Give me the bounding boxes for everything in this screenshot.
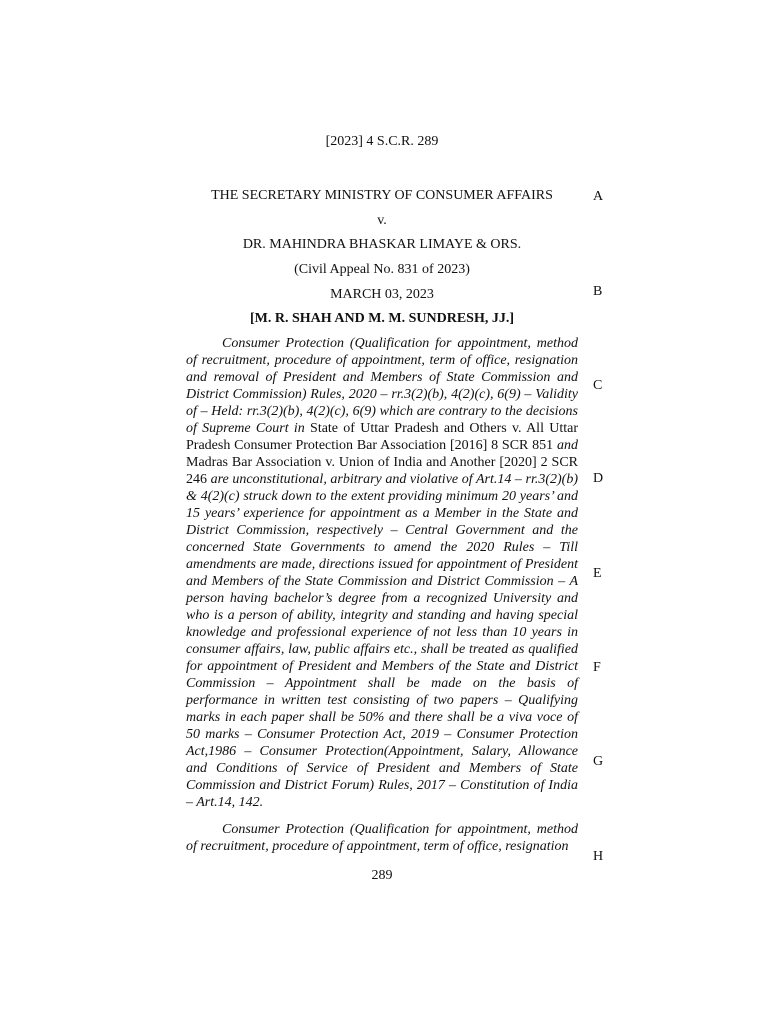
- appellant-name: THE SECRETARY MINISTRY OF CONSUMER AFFAIRS: [211, 188, 553, 203]
- appeal-number: (Civil Appeal No. 831 of 2023): [294, 262, 470, 277]
- margin-marker-d: D: [593, 471, 604, 486]
- second-headnote-paragraph: [186, 821, 578, 855]
- margin-marker-g: G: [593, 754, 604, 769]
- versus-label: v.: [377, 213, 387, 228]
- margin-marker-c: C: [593, 378, 603, 393]
- margin-marker-b: B: [593, 284, 603, 299]
- case-citation-2: Madras Bar Association v. Union of India and Another [2020] 2 SCR 246: [186, 455, 578, 487]
- bench-line: [M. R. SHAH AND M. M. SUNDRESH, JJ.]: [249, 311, 515, 326]
- second-headnote-text: Consumer Protection (Qualification for appointment, method of recruitment, procedure of appointment, term of office, resignation: [186, 822, 578, 854]
- headnote-text-1: Consumer Protection (Qualification for appointment, method of recruitment, procedure of appointment, term of office, resignation and removal of President and Members of State Commission and District Commission) Rules, 2020 – rr.3(2)(b), 4(2)(c), 6(9) – Validity of – Held: rr.3(2)(b), 4(2)(c), 6(9) which are contrary to the decisions of Supreme Court in: [186, 336, 578, 436]
- citation-header: [2023] 4 S.C.R. 289: [325, 134, 439, 149]
- margin-marker-f: F: [593, 660, 601, 675]
- and-word: and: [557, 438, 578, 453]
- margin-marker-e: E: [593, 566, 602, 581]
- judgment-date: MARCH 03, 2023: [330, 287, 434, 302]
- margin-marker-a: A: [593, 189, 604, 204]
- page-number: 289: [371, 868, 393, 883]
- respondent-name: DR. MAHINDRA BHASKAR LIMAYE & ORS.: [242, 237, 522, 252]
- case-citation-1: State of Uttar Pradesh and Others v. All Uttar Pradesh Consumer Protection Bar Association [2016] 8 SCR 851: [186, 421, 578, 453]
- headnote-text-2: are unconstitutional, arbitrary and violative of Art.14 – rr.3(2)(b) & 4(2)(c) struck down to the extent providing minimum 20 years’ and 15 years’ experience for appointment as a Member in the State and District Commission, respectively – Central Government and the concerned State Governments to amend the 2020 Rules – Till amendments are made, directions issued for appointment of President and Members of the State Commission and District Commission – A person having bachelor’s degree from a recognized University and who is a person of ability, integrity and standing and having special knowledge and professional experience of not less than 10 years in consumer affairs, law, public affairs etc., shall be treated as qualified for appointment of President and Members of the State and District Commission – Appointment shall be made on the basis of performance in written test consisting of two papers – Qualifying marks in each paper shall be 50% and there shall be a viva voce of 50 marks – Consumer Protection Act, 2019 – Consumer Protection Act,1986 – Consumer Protection(Appointment, Salary, Allowance and Conditions of Service of President and Members of State Commission and District Forum) Rules, 2017 – Constitution of India – Art.14, 142.: [186, 472, 579, 810]
- headnote-paragraph: [186, 335, 578, 811]
- margin-marker-h: H: [593, 849, 604, 864]
